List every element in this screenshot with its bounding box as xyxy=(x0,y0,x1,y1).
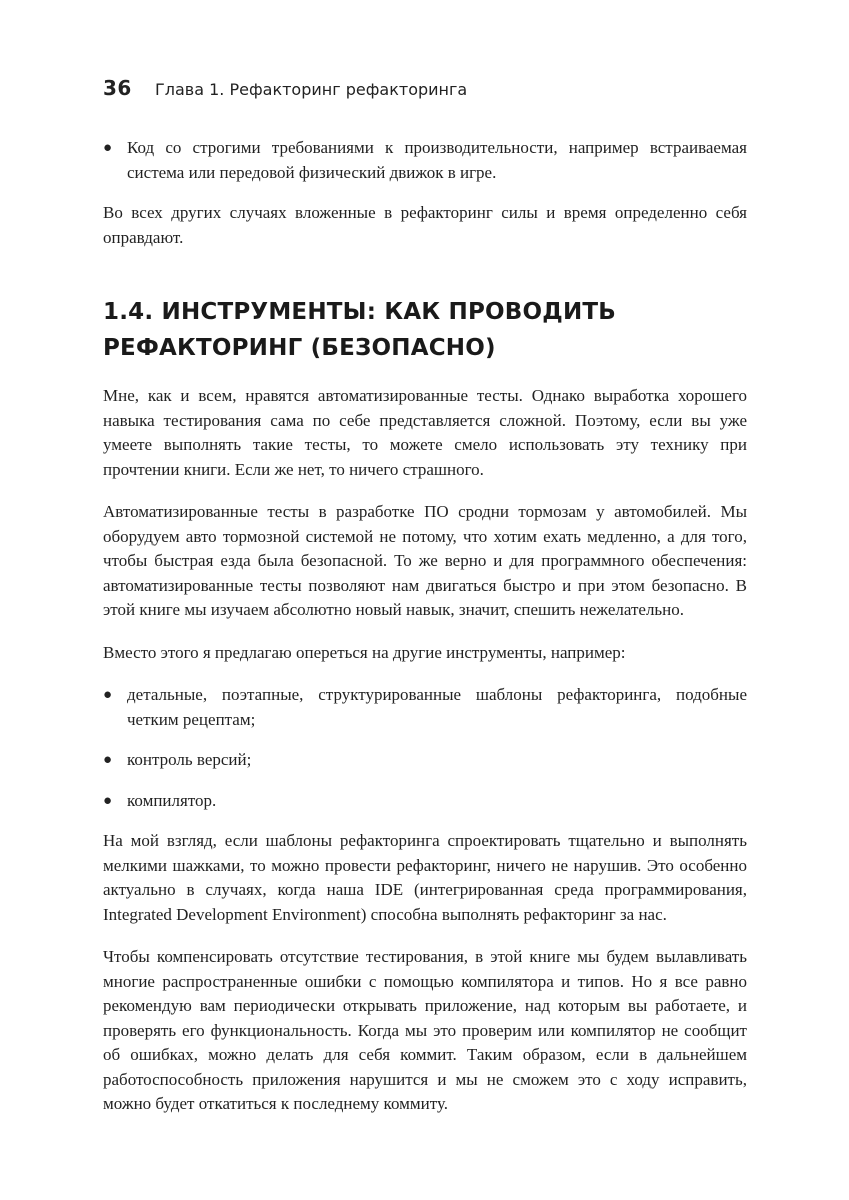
list-item-text: Код со строгими требованиями к производительности, например встраиваемая система или передовой физический движок в игре. xyxy=(127,138,747,182)
running-header xyxy=(103,76,747,100)
paragraph: Вместо этого я предлагаю опереться на другие инструменты, например: xyxy=(103,642,626,662)
paragraph: Мне, как и всем, нравятся автоматизированные тесты. Однако выработка хорошего навыка тестирования сама по себе представляется сложной. Поэтому, если вы уже умеете выполнять такие тесты, то можете смело использовать эту технику при прочтении книги. Если же нет, то ничего страшного. xyxy=(103,386,747,479)
section-heading xyxy=(103,294,747,366)
paragraph: На мой взгляд, если шаблоны рефакторинга спроектировать тщательно и выполнять мелкими шажками, то можно провести рефакторинг, ничего не нарушив. Это особенно актуально в случаях, когда наша IDE (интегрированная среда программирования, Integrated Development Environment) способна выполнять рефакторинг за нас. xyxy=(103,831,747,924)
bullet-icon: ● xyxy=(103,792,113,809)
list-item xyxy=(103,683,747,732)
bullet-icon: ● xyxy=(103,140,113,156)
page-number: 36 xyxy=(103,76,132,100)
bullet-icon: ● xyxy=(103,687,113,703)
chapter-title: Глава 1. Рефакторинг рефакторинга xyxy=(155,80,468,99)
section-heading-line: 1.4. ИНСТРУМЕНТЫ: КАК ПРОВОДИТЬ xyxy=(103,299,617,325)
paragraph: Автоматизированные тесты в разработке ПО сродни тормозам у автомобилей. Мы оборудуем авто тормозной системой не потому, что хотим ехать медленно, а для того, чтобы быстрая езда была безопасной. То же верно и для программного обеспечения: автоматизированные тесты позволяют нам двигаться быстро и при этом безопасно. В этой книге мы изучаем абсолютно новый навык, значит, спешить нежелательно. xyxy=(103,502,747,619)
list-item xyxy=(103,789,747,814)
list-item-text: компилятор. xyxy=(127,790,217,810)
list-item-text: детальные, поэтапные, структурированные шаблоны рефакторинга, подобные четким рецептам; xyxy=(127,685,747,729)
section-heading-line: РЕФАКТОРИНГ (БЕЗОПАСНО) xyxy=(103,335,496,361)
paragraph: Во всех других случаях вложенные в рефакторинг силы и время определенно себя оправдают. xyxy=(103,203,747,247)
list-item xyxy=(103,136,747,185)
list-item xyxy=(103,748,747,773)
list-item-text: контроль версий; xyxy=(127,750,252,769)
book-page xyxy=(103,76,747,1135)
bullet-icon: ● xyxy=(103,752,113,768)
paragraph: Чтобы компенсировать отсутствие тестирования, в этой книге мы будем вылавливать многие распространенные ошибки с помощью компилятора и типов. Но я все равно рекомендую вам периодически открывать приложение, над которым вы работаете, и проверять его функциональность. Когда мы это проверим или компилятор не сообщит об ошибках, можно делать для себя коммит. Таким образом, если в дальнейшем работоспособность приложения нарушится и мы не сможем это с ходу исправить, можно будет откатиться к последнему коммиту. xyxy=(103,947,747,1113)
